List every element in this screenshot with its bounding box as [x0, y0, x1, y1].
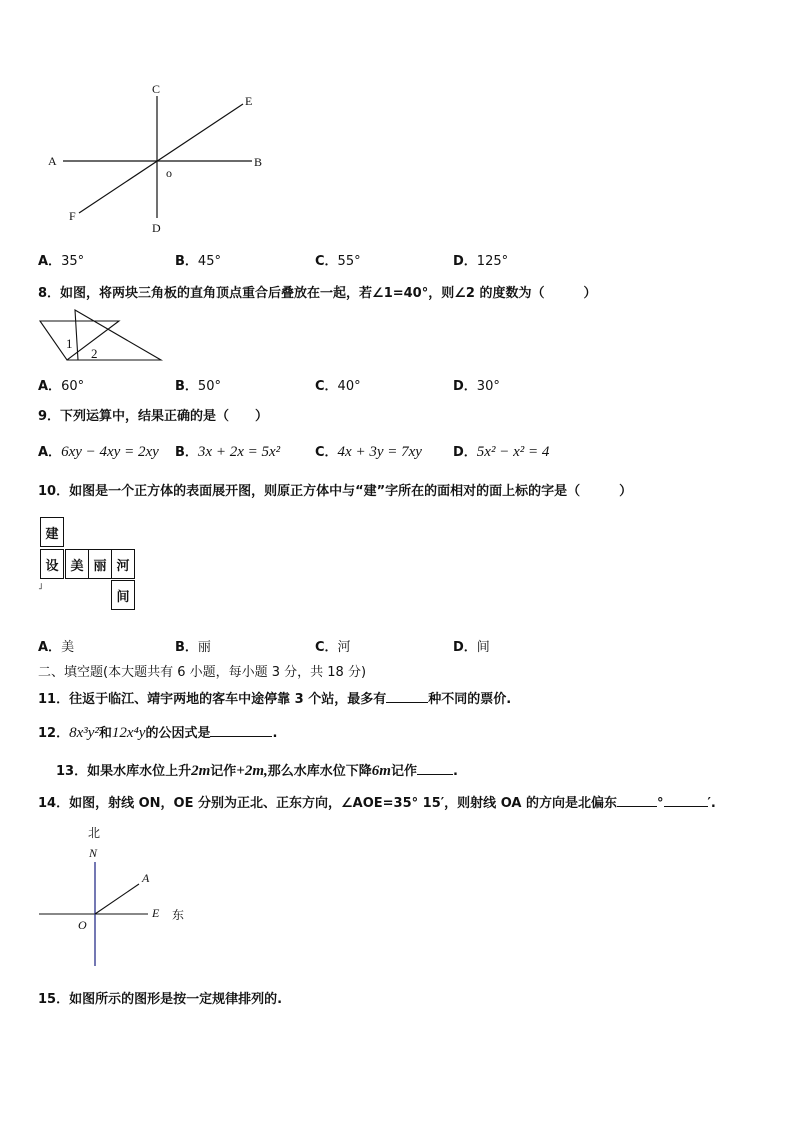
label-bei: 北 [88, 826, 101, 840]
net-cell-jian: 建 [40, 517, 64, 547]
q10-option-b: B．丽 [175, 640, 211, 655]
q13: 13．如果水库水位上升2m记作+2m,那么水库水位下降6m记作 . [56, 763, 458, 779]
q11: 11．往返于临江、靖宇两地的客车中途停靠 3 个站，最多有 种不同的票价. [38, 692, 512, 707]
net-cell-li: 丽 [88, 549, 112, 579]
q14: 14．如图，射线 ON，OE 分别为正北、正东方向，∠AOE=35° 15′，则射线 OA 的方向是北偏东 ° ′. [38, 796, 716, 811]
angle-2-label: 2 [91, 346, 98, 361]
net-cell-jian2: 间 [111, 580, 135, 610]
label-n: N [89, 846, 98, 860]
net-cell-he: 河 [111, 549, 135, 579]
ray-oa [95, 884, 139, 914]
q7-option-c: C．55° [315, 254, 361, 269]
q8-option-b: B．50° [175, 379, 221, 394]
q10-option-a: A．美 [38, 640, 75, 655]
angle-1-label: 1 [66, 336, 73, 351]
q7-option-b: B．45° [175, 254, 221, 269]
q15-stem: 15．如图所示的图形是按一定规律排列的. [38, 992, 283, 1007]
q9-option-c: C．4x + 3y = 7xy [315, 444, 422, 460]
label-a: A [48, 154, 57, 168]
net-cell-she: 设 [40, 549, 64, 579]
q8-option-c: C．40° [315, 379, 361, 394]
q8-option-d: D．30° [453, 379, 500, 394]
label-f: F [69, 209, 76, 223]
q8-option-a: A．60° [38, 379, 85, 394]
label-o: o [166, 166, 172, 180]
q10-option-d: D．间 [453, 640, 490, 655]
section2-heading: 二、填空题(本大题共有 6 小题，每小题 3 分，共 18 分) [38, 665, 367, 680]
q12: 12．8x³y²和12x⁴y的公因式是 . [38, 725, 278, 741]
label-c: C [152, 82, 161, 96]
q7-option-a: A．35° [38, 254, 85, 269]
q10-stem: 10．如图是一个正方体的表面展开图，则原正方体中与“建”字所在的面相对的面上标的字是（ ） [38, 484, 633, 499]
label-b: B [254, 155, 263, 169]
q9-stem: 9．下列运算中，结果正确的是（ ） [38, 409, 269, 424]
label-a-ray: A [142, 871, 150, 885]
q10-option-c: C．河 [315, 640, 351, 655]
label-dong: 东 [172, 908, 185, 922]
q8-stem: 8．如图，将两块三角板的直角顶点重合后叠放在一起，若∠1=40°，则∠2 的度数为（ ） [38, 286, 597, 301]
label-o-origin: O [78, 918, 87, 932]
label-e: E [245, 94, 253, 108]
net-mark: ˩ [38, 582, 43, 592]
q9-option-a: A．6xy − 4xy = 2xy [38, 444, 159, 460]
q9-option-d: D．5x² − x² = 4 [453, 444, 550, 460]
q7-option-d: D．125° [453, 254, 509, 269]
label-d: D [152, 221, 161, 235]
net-cell-mei: 美 [65, 549, 89, 579]
q9-option-b: B．3x + 2x = 5x² [175, 444, 281, 460]
label-e-east: E [152, 906, 160, 920]
